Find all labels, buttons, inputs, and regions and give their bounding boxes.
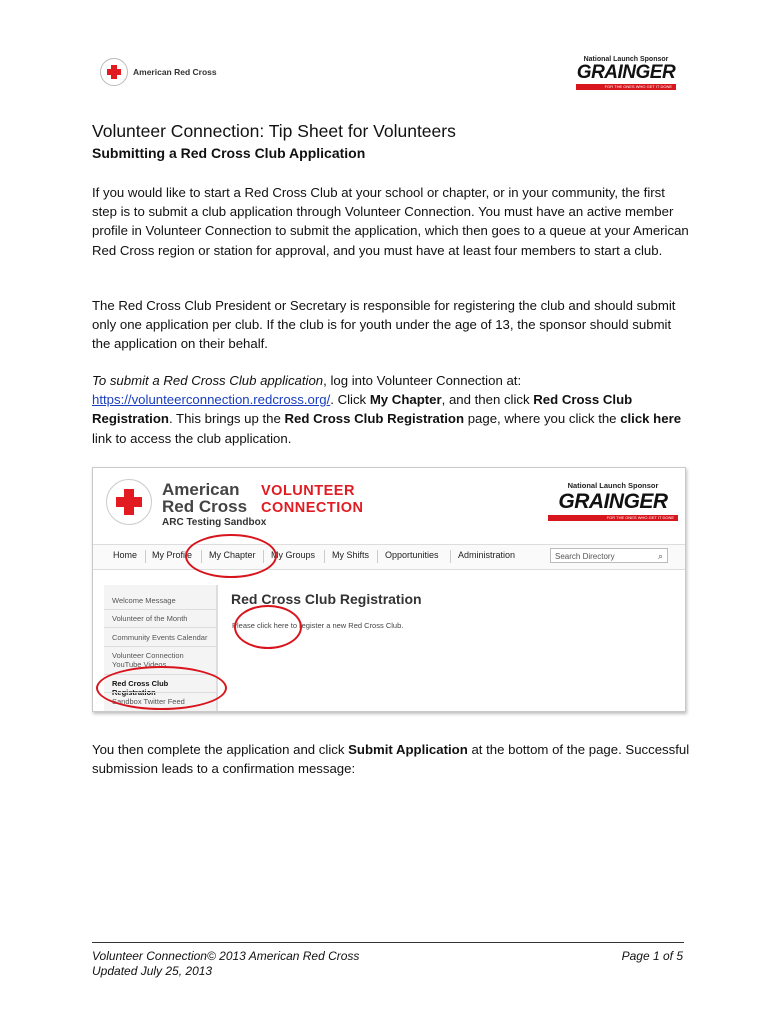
search-input[interactable] xyxy=(550,548,668,563)
doc-title: Volunteer Connection: Tip Sheet for Volunteers xyxy=(92,121,456,141)
shot-sandbox-label: ARC Testing Sandbox xyxy=(162,517,267,528)
nav-my-chapter[interactable]: My Chapter xyxy=(209,550,256,560)
side-club-registration[interactable]: Red Cross Club xyxy=(112,679,169,688)
org-line2: Red Cross xyxy=(162,497,248,516)
shot-volunteer-connection xyxy=(261,483,363,517)
paragraph-intro: If you would like to start a Red Cross Club at your school or chapter, or in your community, the first step is to submit a club application through Volunteer Connection. You must have an active member profile in Volunteer Connection to submit the application, which then goes to a queue at your American Red Cross region or station for approval, and you must have at least four members to start a club. xyxy=(92,185,689,258)
text: page, where you click the xyxy=(464,411,621,427)
nav-my-profile[interactable]: My Profile xyxy=(152,550,193,560)
footer-divider xyxy=(92,942,684,943)
shot-nav-bar xyxy=(93,544,685,570)
doc-subtitle: Submitting a Red Cross Club Application xyxy=(92,145,366,161)
shot-grainger-logo xyxy=(548,481,678,521)
sponsor-label: National Launch Sponsor xyxy=(583,56,669,63)
red-cross-icon xyxy=(100,58,128,86)
text: at the bottom of the page. Successful submission leads to a confirmation message: xyxy=(92,742,690,777)
text: You then complete the application and click xyxy=(92,742,349,757)
footer-updated: Updated July 25, 2013 xyxy=(92,964,213,978)
text: , log into Volunteer Connection at: xyxy=(323,373,522,388)
text: . Click xyxy=(330,392,370,408)
shot-sponsor-tagline: FOR THE ONES WHO GET IT DONE xyxy=(548,515,678,521)
american-red-cross-logo xyxy=(100,58,217,86)
sponsor-name: GRAINGER xyxy=(576,62,676,83)
shot-page-text: Please click here to register a new Red Cross Club. xyxy=(232,621,404,630)
nav-opportunities[interactable]: Opportunities xyxy=(385,550,439,560)
red-cross-icon xyxy=(106,479,152,525)
side-volunteer-of-month[interactable]: Volunteer of the Month xyxy=(112,614,188,623)
org-line1: American xyxy=(162,480,240,499)
side-twitter-feed[interactable]: Sandbox Twitter Feed xyxy=(112,697,185,706)
nav-my-shifts[interactable]: My Shifts xyxy=(332,550,370,560)
sponsor-tagline: FOR THE ONES WHO GET IT DONE xyxy=(576,84,676,90)
embedded-screenshot xyxy=(92,467,686,712)
text: , and then click xyxy=(441,392,534,408)
side-community-events[interactable]: Community Events Calendar xyxy=(112,633,208,642)
nav-administration[interactable]: Administration xyxy=(458,550,516,560)
shot-page-heading: Red Cross Club Registration xyxy=(231,591,422,607)
bold-club-registration-page: Red Cross Club Registration xyxy=(284,411,465,427)
bold-my-chapter: My Chapter xyxy=(369,392,442,408)
shot-sponsor-name: GRAINGER xyxy=(558,490,668,513)
org-name: American Red Cross xyxy=(133,67,217,77)
side-welcome-message[interactable]: Welcome Message xyxy=(112,596,176,605)
volunteer-connection-link[interactable]: https://volunteerconnection.redcross.org/ xyxy=(92,392,331,408)
paragraph-responsibility: The Red Cross Club President or Secretary is responsible for registering the club and should submit only one application per club. If the club is for youth under the age of 13, the sponsor should submit the application on their behalf. xyxy=(92,298,676,352)
shot-sponsor-label: National Launch Sponsor xyxy=(567,481,659,490)
search-icon[interactable]: ⌕ xyxy=(657,551,663,561)
footer-left xyxy=(92,949,359,979)
nav-home[interactable]: Home xyxy=(113,550,138,560)
bold-club-registration: Red Cross Club Registration xyxy=(92,392,633,427)
footer-page-number: Page 1 of 5 xyxy=(621,949,683,963)
shot-org-name xyxy=(162,481,247,515)
annotation-oval-my-chapter xyxy=(185,534,277,578)
paragraph-instructions xyxy=(92,371,692,448)
annotation-oval-club-registration xyxy=(96,666,227,710)
bold-submit-application: Submit Application xyxy=(348,742,468,757)
footer-copyright: Volunteer Connection© 2013 American Red Cross xyxy=(92,949,360,963)
annotation-oval-click-here xyxy=(234,605,302,649)
side-youtube-videos[interactable]: Volunteer Connection YouTube Videos xyxy=(112,651,184,669)
text: . This brings up the xyxy=(168,411,285,427)
vc-line1: VOLUNTEER xyxy=(261,483,355,499)
search-placeholder: Search Directory xyxy=(555,552,615,561)
grainger-sponsor-logo xyxy=(576,56,676,90)
text: link to access the club application. xyxy=(92,430,292,446)
vc-line2: CONNECTION xyxy=(261,500,364,516)
instructions-lead: To submit a Red Cross Club application xyxy=(92,373,324,388)
nav-my-groups[interactable]: My Groups xyxy=(271,550,316,560)
bold-click-here: click here xyxy=(620,411,682,427)
paragraph-submit xyxy=(92,740,692,778)
